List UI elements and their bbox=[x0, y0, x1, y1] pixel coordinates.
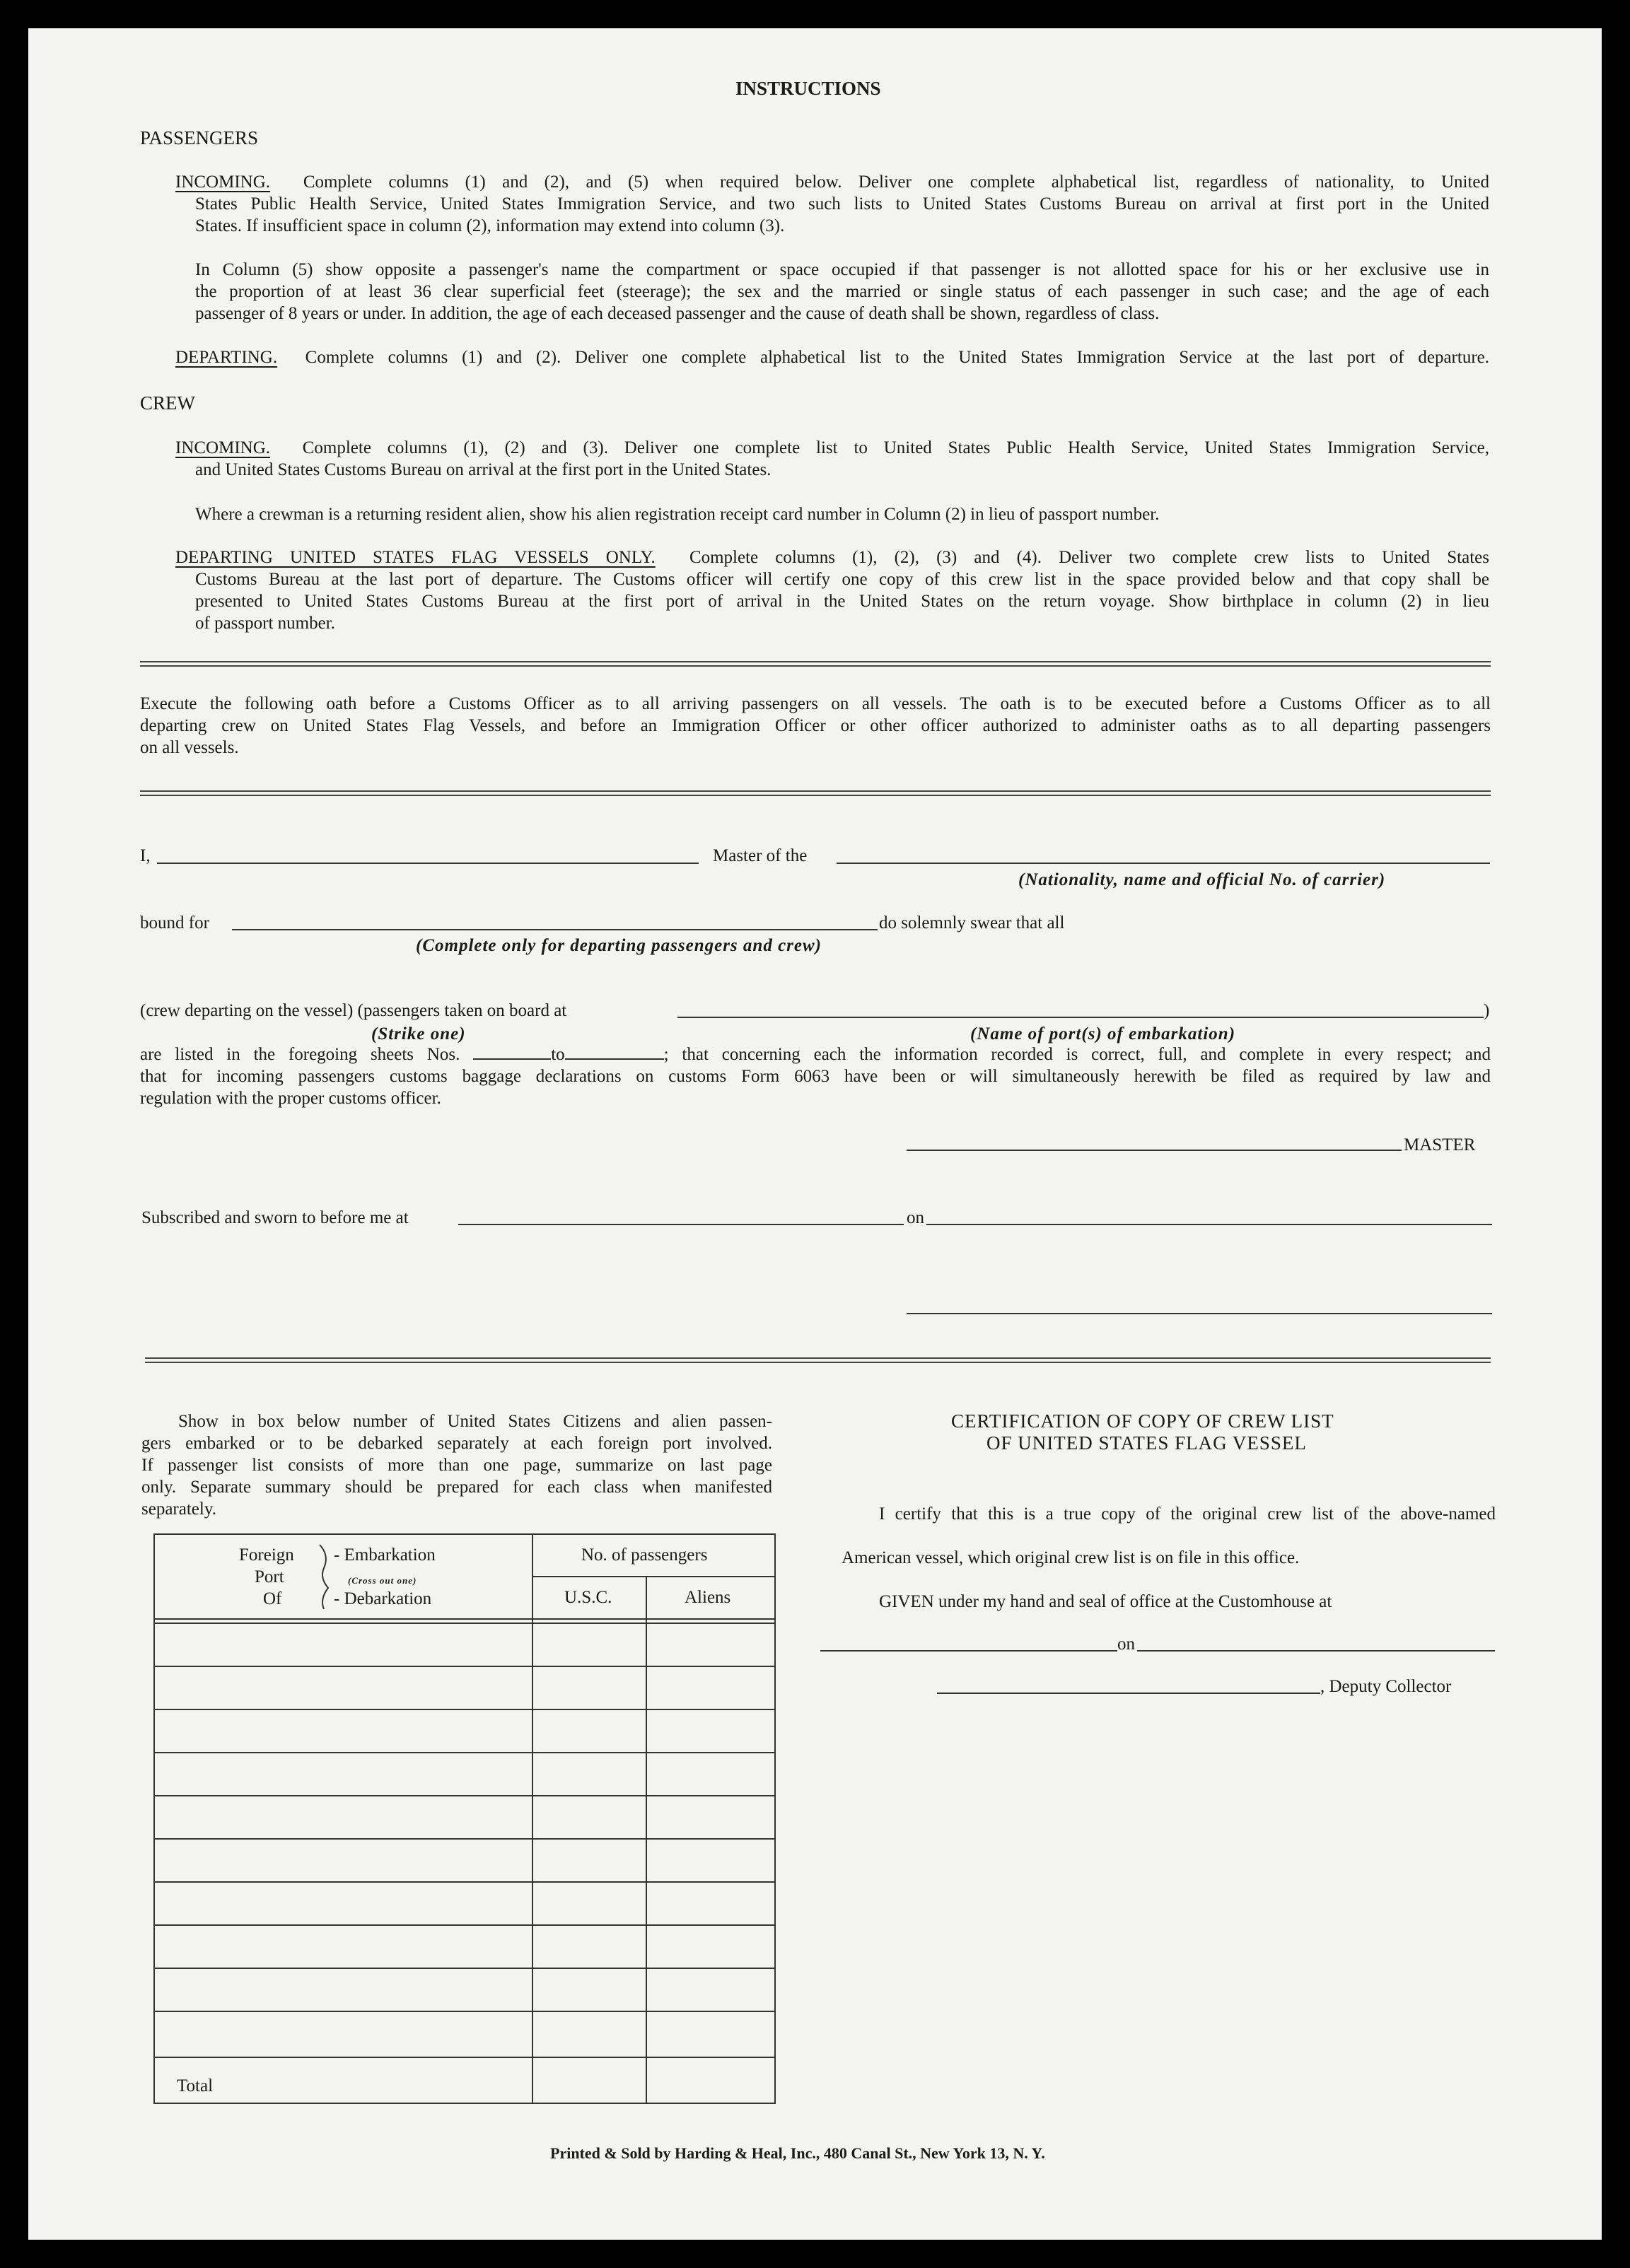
passengers-incoming-label: INCOMING. bbox=[175, 173, 271, 192]
subscribed-label: Subscribed and sworn to before me at bbox=[141, 1208, 409, 1227]
embarkation-label: - Embarkation bbox=[334, 1545, 436, 1565]
deputy-collector-label: , Deputy Collector bbox=[1320, 1677, 1452, 1696]
certification-title-line2: OF UNITED STATES FLAG VESSEL bbox=[986, 1432, 1307, 1454]
certify-line2: American vessel, which original crew list is on file in this office. bbox=[842, 1548, 1300, 1567]
listed-line2: that for incoming passengers customs baggage declarations on customs Form 6063 have been or will simultaneously herewith be filed as required by law and bbox=[140, 1067, 1491, 1086]
certification-title-line1: CERTIFICATION OF COPY OF CREW LIST bbox=[951, 1410, 1334, 1432]
aliens-header: Aliens bbox=[685, 1588, 731, 1607]
summary-text-line2: gers embarked or to be debarked separately at each foreign port involved. bbox=[141, 1434, 772, 1453]
passengers-incoming-line3: States. If insufficient space in column (2), information may extend into column (3). bbox=[195, 216, 785, 235]
crew-incoming-line1: INCOMING. Complete columns (1), (2) and (3). Deliver one complete list to United States Public Health Service, United States Immigration Service, bbox=[175, 438, 1489, 457]
crew-resident-alien-note: Where a crewman is a returning resident alien, show his alien registration receipt card number in Column (2) in lieu of passport number. bbox=[195, 505, 1160, 524]
crew-departing-line3: presented to United States Customs Bureau at the first port of arrival in the United States on the return voyage. Show birthplace in column (2) in lieu bbox=[195, 592, 1489, 611]
passengers-departing-line: DEPARTING. Complete columns (1) and (2). Deliver one complete alphabetical list to the United States Immigration Service at the last port of departure. bbox=[175, 348, 1489, 367]
crew-incoming-line2: and United States Customs Bureau on arrival at the first port in the United States. bbox=[195, 460, 772, 479]
column5-line1: In Column (5) show opposite a passenger's name the compartment or space occupied if that passenger is not allotted space for his or her exclusive use in bbox=[195, 260, 1489, 279]
bound-for-label: bound for bbox=[140, 913, 209, 933]
certify-line1: I certify that this is a true copy of the original crew list of the above-named bbox=[879, 1504, 1496, 1524]
swear-label: do solemnly swear that all bbox=[879, 913, 1065, 933]
crew-heading: CREW bbox=[140, 392, 195, 414]
cert-date-field[interactable] bbox=[1137, 1650, 1495, 1652]
crew-departing-line4: of passport number. bbox=[195, 614, 335, 633]
summary-text-line4: only. Separate summary should be prepared for each class when manifested bbox=[141, 1478, 772, 1497]
summary-text-line5: separately. bbox=[141, 1500, 216, 1519]
no-passengers-header: No. of passengers bbox=[581, 1545, 708, 1565]
oath-intro-line3: on all vessels. bbox=[140, 738, 239, 757]
passengers-incoming-line2: States Public Health Service, United States Immigration Service, and two such lists to United States Customs Bureau on arrival at first port in the United bbox=[195, 194, 1489, 214]
master-signature-label: MASTER bbox=[1404, 1135, 1476, 1155]
foreign-label: Foreign bbox=[239, 1545, 294, 1565]
master-of-the-label: Master of the bbox=[713, 846, 808, 865]
page-title: INSTRUCTIONS bbox=[735, 78, 881, 99]
printer-footer: Printed & Sold by Harding & Heal, Inc., 480 Canal St., New York 13, N. Y. bbox=[550, 2144, 1045, 2162]
strike-one-hint: (Strike one) bbox=[371, 1024, 466, 1044]
column5-line3: passenger of 8 years or under. In addition, the age of each deceased passenger and the cause of death shall be shown, regardless of class. bbox=[195, 304, 1160, 323]
crew-departing-line2: Customs Bureau at the last port of departure. The Customs officer will certify one copy of this crew list in the space provided below and that copy shall be bbox=[195, 570, 1489, 589]
of-label: Of bbox=[263, 1589, 282, 1608]
sworn-on-label: on bbox=[907, 1208, 924, 1227]
customhouse-field[interactable] bbox=[820, 1650, 1117, 1652]
crew-departing-label: DEPARTING UNITED STATES FLAG VESSELS ONLY. bbox=[175, 548, 656, 567]
nationality-hint: (Nationality, name and official No. of carrier) bbox=[1018, 870, 1386, 889]
oath-i-label: I, bbox=[140, 846, 151, 865]
passengers-incoming-line1: INCOMING. Complete columns (1) and (2), and (5) when required below. Deliver one complete alphabetical list, regardless of nationality, to United bbox=[175, 173, 1489, 192]
oath-intro-line1: Execute the following oath before a Customs Officer as to all arriving passengers on all vessels. The oath is to be executed before a Customs Officer as to all bbox=[140, 694, 1491, 713]
passengers-departing-label: DEPARTING. bbox=[175, 348, 278, 367]
close-paren: ) bbox=[1484, 1001, 1490, 1020]
listed-line1: are listed in the foregoing sheets Nos. to ; that concerning each the information recorded is correct, full, and complete in every respect; and bbox=[140, 1045, 1491, 1064]
listed-line3: regulation with the proper customs officer. bbox=[140, 1089, 441, 1108]
crew-departing-line1: DEPARTING UNITED STATES FLAG VESSELS ONLY. Complete columns (1), (2), (3) and (4). Deliver two complete crew lists to United States bbox=[175, 548, 1489, 567]
oath-intro-line2: departing crew on United States Flag Vessels, and before an Immigration Officer or other officer authorized to administer oaths as to all departing passengers bbox=[140, 716, 1491, 735]
ports-hint: (Name of port(s) of embarkation) bbox=[970, 1024, 1236, 1044]
crew-departing-label: (crew departing on the vessel) (passengers taken on board at bbox=[140, 1001, 567, 1020]
deputy-signature-field[interactable] bbox=[937, 1693, 1320, 1694]
passengers-heading: PASSENGERS bbox=[140, 127, 259, 148]
cross-out-hint: (Cross out one) bbox=[348, 1575, 417, 1586]
usc-header: U.S.C. bbox=[564, 1588, 612, 1607]
summary-text-line1: Show in box below number of United States Citizens and alien passen- bbox=[178, 1412, 772, 1431]
port-label: Port bbox=[255, 1567, 284, 1586]
debarkation-label: - Debarkation bbox=[334, 1589, 432, 1608]
cert-on-label: on bbox=[1117, 1635, 1135, 1654]
column5-line2: the proportion of at least 36 clear superficial feet (steerage); the sex and the married or single status of each passenger in such case; and the age of each bbox=[195, 282, 1489, 301]
given-line: GIVEN under my hand and seal of office at the Customhouse at bbox=[879, 1592, 1332, 1611]
summary-text-line3: If passenger list consists of more than one page, summarize on last page bbox=[141, 1456, 772, 1475]
crew-incoming-label: INCOMING. bbox=[175, 438, 271, 457]
total-label: Total bbox=[177, 2076, 214, 2095]
complete-only-hint: (Complete only for departing passengers and crew) bbox=[416, 936, 822, 955]
